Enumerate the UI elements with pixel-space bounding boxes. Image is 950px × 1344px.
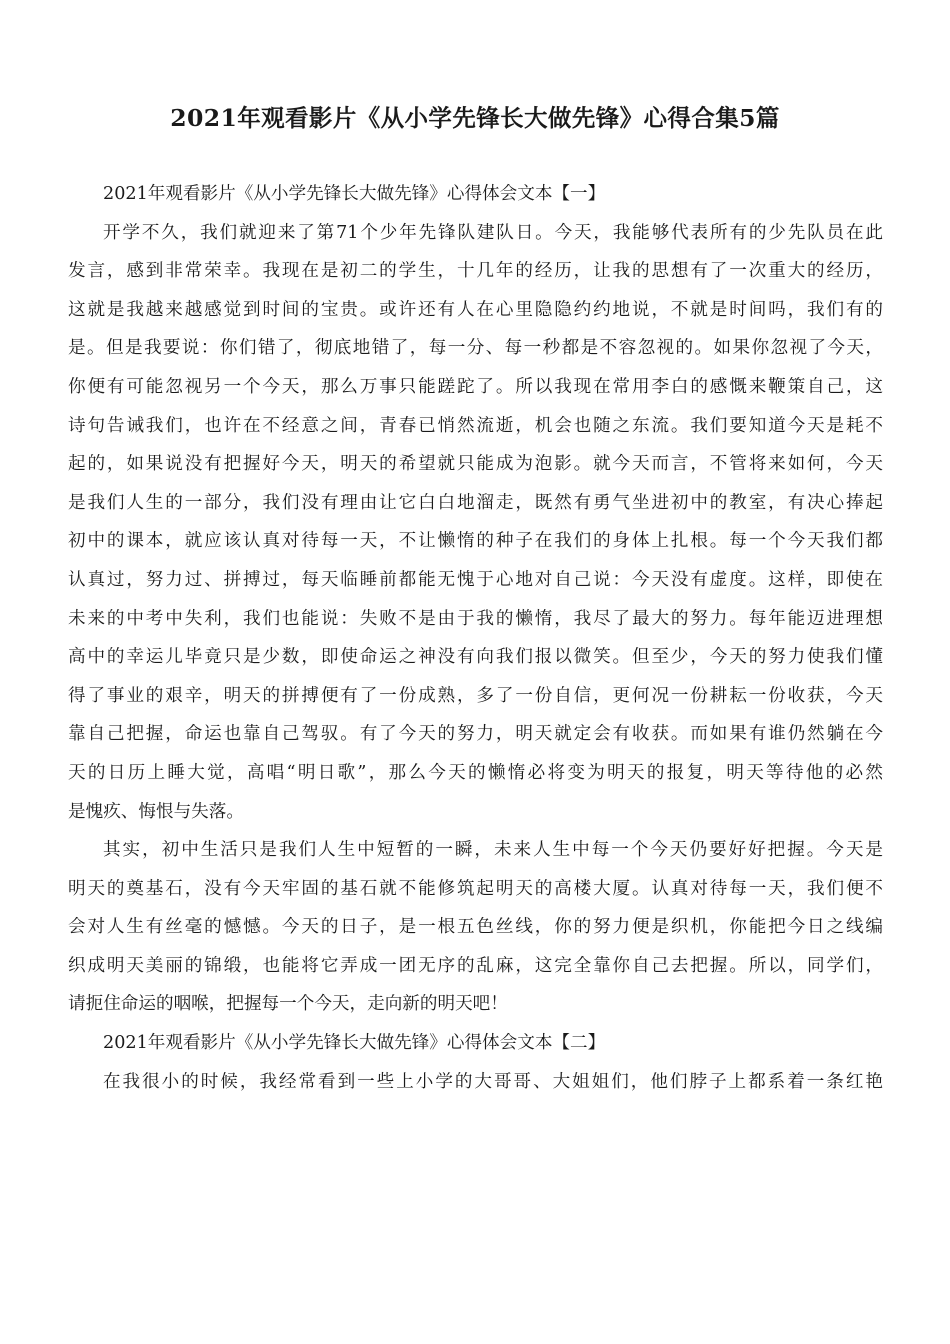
paragraph-line: 认真过，努力过、拼搏过，每天临睡前都能无愧于心地对自己说：今天没有虚度。这样，即使在: [68, 569, 883, 590]
paragraph-line: 未来的中考中失利，我们也能说：失败不是由于我的懒惰，我尽了最大的努力。每年能迈进理想: [68, 608, 883, 629]
paragraph-line: 请扼住命运的咽喉，把握每一个今天，走向新的明天吧！: [68, 994, 508, 1015]
paragraph-line: 高中的幸运儿毕竟只是少数，即使命运之神没有向我们报以微笑。但至少，今天的努力使我们懂: [68, 647, 883, 668]
paragraph-line: 是我们人生的一部分，我们没有理由让它白白地溜走，既然有勇气坐进初中的教室，有决心捧起: [68, 492, 883, 513]
paragraph-line: 是。但是我要说：你们错了，彻底地错了，每一分、每一秒都是不容忽视的。如果你忽视了今天，: [68, 338, 883, 359]
paragraph-line: 是愧疚、悔恨与失落。: [68, 801, 244, 822]
section-heading-1: 2021年观看影片《从小学先锋长大做先锋》心得体会文本【一】: [103, 184, 606, 204]
paragraph-line: 明天的奠基石，没有今天牢固的基石就不能修筑起明天的高楼大厦。认真对待每一天，我们便不: [68, 878, 883, 899]
paragraph-line: 开学不久，我们就迎来了第71个少年先锋队建队日。今天，我能够代表所有的少先队员在此: [103, 222, 883, 243]
paragraph-line: 你便有可能忽视另一个今天，那么万事只能蹉跎了。所以我现在常用李白的感慨来鞭策自己，这: [68, 376, 883, 397]
document-title: 2021年观看影片《从小学先锋长大做先锋》心得合集5篇: [170, 104, 780, 132]
paragraph-1: [68, 214, 883, 832]
paragraph-line: 诗句告诫我们，也许在不经意之间，青春已悄然流逝，机会也随之东流。我们要知道今天是耗不: [68, 415, 883, 436]
paragraph-line: 初中的课本，就应该认真对待每一天，不让懒惰的种子在我们的身体上扎根。每一个今天我们都: [68, 531, 883, 552]
paragraph-2: [68, 831, 883, 1024]
paragraph-line: 会对人生有丝毫的憾憾。今天的日子，是一根五色丝线，你的努力便是织机，你能把今日之线编: [68, 917, 883, 938]
section-heading-2: 2021年观看影片《从小学先锋长大做先锋》心得体会文本【二】: [103, 1033, 606, 1054]
paragraph-line: 天的日历上睡大觉，高唱“明日歌”，那么今天的懒惰必将变为明天的报复，明天等待他的必然: [68, 762, 883, 783]
paragraph-line: 织成明天美丽的锦缎，也能将它弄成一团无序的乱麻，这完全靠你自己去把握。所以，同学们，: [68, 955, 883, 976]
document-body: [68, 175, 883, 1101]
paragraph-line: 这就是我越来越感觉到时间的宝贵。或许还有人在心里隐隐约约地说，不就是时间吗，我们有的: [68, 299, 883, 320]
paragraph-line: 发言，感到非常荣幸。我现在是初二的学生，十几年的经历，让我的思想有了一次重大的经历，: [68, 261, 883, 282]
paragraph-line: 在我很小的时候，我经常看到一些上小学的大哥哥、大姐姐们，他们脖子上都系着一条红艳: [103, 1071, 883, 1092]
paragraph-line: 起的，如果说没有把握好今天，明天的希望就只能成为泡影。就今天而言，不管将来如何，今天: [68, 454, 883, 475]
paragraph-line: 靠自己把握，命运也靠自己驾驭。有了今天的努力，明天就定会有收获。而如果有谁仍然躺在今: [68, 724, 883, 745]
paragraph-line: 其实，初中生活只是我们人生中短暂的一瞬，未来人生中每一个今天仍要好好把握。今天是: [103, 840, 883, 861]
paragraph-line: 得了事业的艰辛，明天的拼搏便有了一份成熟，多了一份自信，更何况一份耕耘一份收获，今天: [68, 685, 883, 706]
paragraph-3: [68, 1063, 883, 1102]
